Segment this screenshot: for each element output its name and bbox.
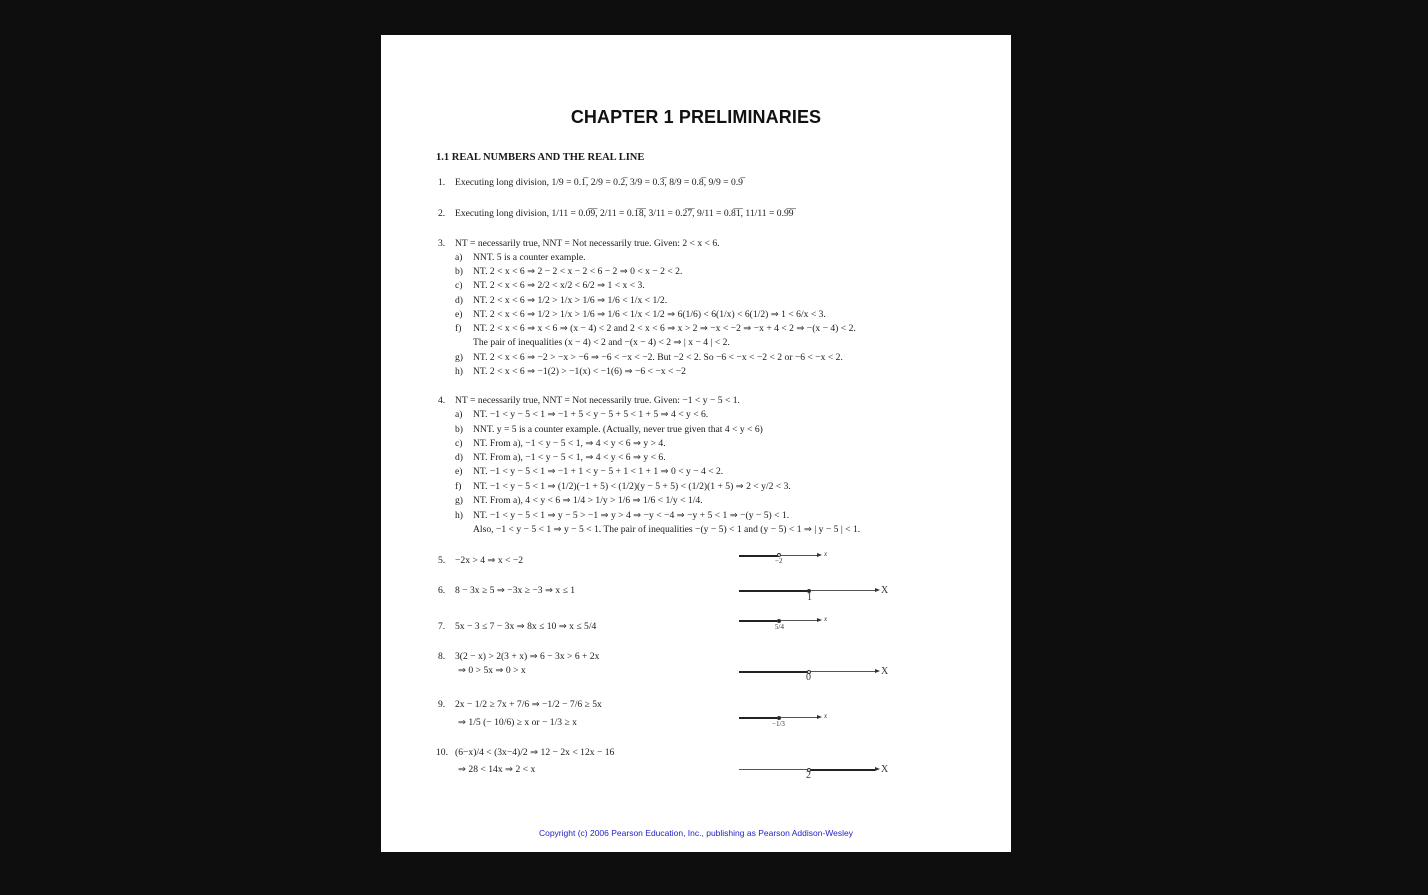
shaded-ray: [739, 671, 809, 673]
part-label: b): [455, 266, 463, 277]
part-text: NT. −1 < y − 5 < 1 ⇒ −1 + 5 < y − 5 + 5 < 1 + 5 ⇒ 4 < y < 6.: [473, 409, 709, 420]
problem-text: ⇒ 0 > 5x ⇒ 0 > x: [458, 665, 526, 676]
axis-label: X: [881, 666, 889, 677]
chapter-title: CHAPTER 1 PRELIMINARIES: [570, 107, 822, 127]
problem-text: Executing long division, 1/9 = 0.1̅, 2/9 = 0.2̅, 3/9 = 0.3̅, 8/9 = 0.8̅, 9/9 = 0.9̅: [455, 177, 743, 188]
part-text: NNT. 5 is a counter example.: [473, 252, 586, 263]
axis-line: [779, 717, 817, 718]
axis-line: [739, 769, 809, 770]
problem-text: Executing long division, 1/11 = 0.0̅9̅, 2/11 = 0.1̅8̅, 3/11 = 0.2̅7̅, 9/11 = 0.8̅1̅, 11/11 = 0.9̅9̅: [455, 208, 794, 219]
arrow-icon: [817, 715, 822, 719]
arrow-icon: [817, 553, 822, 557]
part-text: NT. 2 < x < 6 ⇒ −1(2) > −1(x) < −1(6) ⇒ −6 < −x < −2: [473, 366, 686, 377]
axis-line: [809, 671, 875, 672]
arrow-icon: [875, 669, 880, 673]
part-text: NT. 2 < x < 6 ⇒ 1/2 > 1/x > 1/6 ⇒ 1/6 < 1/x < 1/2 ⇒ 6(1/6) < 6(1/x) < 6(1/2) ⇒ 1 < 6/x < 3.: [473, 309, 826, 320]
axis-label: X: [881, 585, 889, 596]
shaded-ray: [809, 769, 875, 771]
part-label: d): [455, 452, 463, 463]
problem-text: NT = necessarily true, NNT = Not necessarily true. Given: 2 < x < 6.: [455, 238, 720, 249]
problem-number: 3.: [438, 238, 446, 249]
part-text: NT. 2 < x < 6 ⇒ 1/2 > 1/x > 1/6 ⇒ 1/6 < 1/x < 1/2.: [473, 295, 668, 306]
axis-label: x: [824, 712, 828, 720]
problem-text: ⇒ 1/5 (− 10/6) ≥ x or − 1/3 ≥ x: [458, 717, 577, 728]
problem-number: 6.: [438, 585, 446, 596]
shaded-ray: [739, 590, 809, 592]
part-label: a): [455, 409, 463, 420]
problem-text: ⇒ 28 < 14x ⇒ 2 < x: [458, 764, 536, 775]
part-text: The pair of inequalities (x − 4) < 2 and −(x − 4) < 2 ⇒ | x − 4 | < 2.: [473, 337, 730, 348]
part-text: NT. From a), −1 < y − 5 < 1, ⇒ 4 < y < 6 ⇒ y < 6.: [473, 452, 666, 463]
point-label: −1/3: [772, 720, 785, 728]
problem-number: 4.: [438, 395, 446, 406]
part-text: Also, −1 < y − 5 < 1 ⇒ y − 5 < 1. The pair of inequalities −(y − 5) < 1 and (y − 5) < 1 ⇒ | y − 5 | < 1.: [473, 524, 861, 535]
point-label: 5/4: [775, 623, 784, 631]
part-text: NT. 2 < x < 6 ⇒ −2 > −x > −6 ⇒ −6 < −x < −2. But −2 < 2. So −6 < −x < −2 < 2 or −6 < −x < 2.: [473, 352, 843, 363]
section-title: 1.1 REAL NUMBERS AND THE REAL LINE: [436, 152, 645, 163]
problem-text: 8 − 3x ≥ 5 ⇒ −3x ≥ −3 ⇒ x ≤ 1: [455, 585, 576, 596]
axis-label: x: [824, 550, 828, 558]
problem-text: 3(2 − x) > 2(3 + x) ⇒ 6 − 3x > 6 + 2x: [455, 651, 600, 662]
part-label: g): [455, 495, 463, 506]
axis-label: X: [881, 764, 889, 775]
part-text: NT. −1 < y − 5 < 1 ⇒ −1 + 1 < y − 5 + 1 < 1 + 1 ⇒ 0 < y − 4 < 2.: [473, 466, 724, 477]
part-label: c): [455, 280, 463, 291]
axis-line: [779, 620, 817, 621]
part-label: a): [455, 252, 463, 263]
part-text: NT. From a), −1 < y − 5 < 1, ⇒ 4 < y < 6 ⇒ y > 4.: [473, 438, 666, 449]
shaded-ray: [739, 620, 779, 622]
document-page: [381, 35, 1011, 852]
part-label: f): [455, 481, 462, 492]
part-label: c): [455, 438, 463, 449]
problem-text: (6−x)/4 < (3x−4)/2 ⇒ 12 − 2x < 12x − 16: [455, 747, 615, 758]
arrow-icon: [875, 767, 880, 771]
part-label: g): [455, 352, 463, 363]
part-text: NT. −1 < y − 5 < 1 ⇒ (1/2)(−1 + 5) < (1/2)(y − 5 + 5) < (1/2)(1 + 5) ⇒ 2 < y/2 < 3.: [473, 481, 791, 492]
part-label: h): [455, 510, 463, 521]
part-text: NT. −1 < y − 5 < 1 ⇒ y − 5 > −1 ⇒ y > 4 ⇒ −y < −4 ⇒ −y + 5 < 1 ⇒ −(y − 5) < 1.: [473, 510, 790, 521]
shaded-ray: [739, 555, 779, 557]
problem-number: 9.: [438, 699, 446, 710]
part-text: NT. 2 < x < 6 ⇒ 2 − 2 < x − 2 < 6 − 2 ⇒ 0 < x − 2 < 2.: [473, 266, 683, 277]
point-label: −2: [775, 557, 783, 565]
problem-number: 7.: [438, 621, 446, 632]
point-label: 0: [806, 672, 811, 683]
axis-line: [779, 555, 817, 556]
problem-text: 2x − 1/2 ≥ 7x + 7/6 ⇒ −1/2 − 7/6 ≥ 5x: [455, 699, 602, 710]
problem-text: 5x − 3 ≤ 7 − 3x ⇒ 8x ≤ 10 ⇒ x ≤ 5/4: [455, 621, 597, 632]
arrow-icon: [875, 588, 880, 592]
problem-number: 2.: [438, 208, 446, 219]
axis-label: x: [824, 615, 828, 623]
part-text: NT. From a), 4 < y < 6 ⇒ 1/4 > 1/y > 1/6 ⇒ 1/6 < 1/y < 1/4.: [473, 495, 703, 506]
point-label: 2: [806, 770, 811, 781]
problem-text: −2x > 4 ⇒ x < −2: [455, 555, 524, 566]
problem-text: NT = necessarily true, NNT = Not necessarily true. Given: −1 < y − 5 < 1.: [455, 395, 740, 406]
shaded-ray: [739, 717, 779, 719]
part-label: e): [455, 466, 463, 477]
part-text: NNT. y = 5 is a counter example. (Actually, never true given that 4 < y < 6): [473, 424, 763, 435]
copyright-footer: Copyright (c) 2006 Pearson Education, Inc., publishing as Pearson Addison-Wesley: [538, 828, 854, 838]
problem-number: 8.: [438, 651, 446, 662]
problem-number: 1.: [438, 177, 446, 188]
part-text: NT. 2 < x < 6 ⇒ 2/2 < x/2 < 6/2 ⇒ 1 < x < 3.: [473, 280, 645, 291]
problem-number: 10.: [436, 747, 448, 758]
arrow-icon: [817, 618, 822, 622]
part-label: d): [455, 295, 463, 306]
part-label: b): [455, 424, 463, 435]
axis-line: [809, 590, 875, 591]
point-label: 1: [807, 592, 812, 603]
problem-number: 5.: [438, 555, 446, 566]
part-label: h): [455, 366, 463, 377]
part-label: f): [455, 323, 462, 334]
part-label: e): [455, 309, 463, 320]
part-text: NT. 2 < x < 6 ⇒ x < 6 ⇒ (x − 4) < 2 and 2 < x < 6 ⇒ x > 2 ⇒ −x < −2 ⇒ −x + 4 < 2 ⇒ −(x − 4) < 2.: [473, 323, 856, 334]
